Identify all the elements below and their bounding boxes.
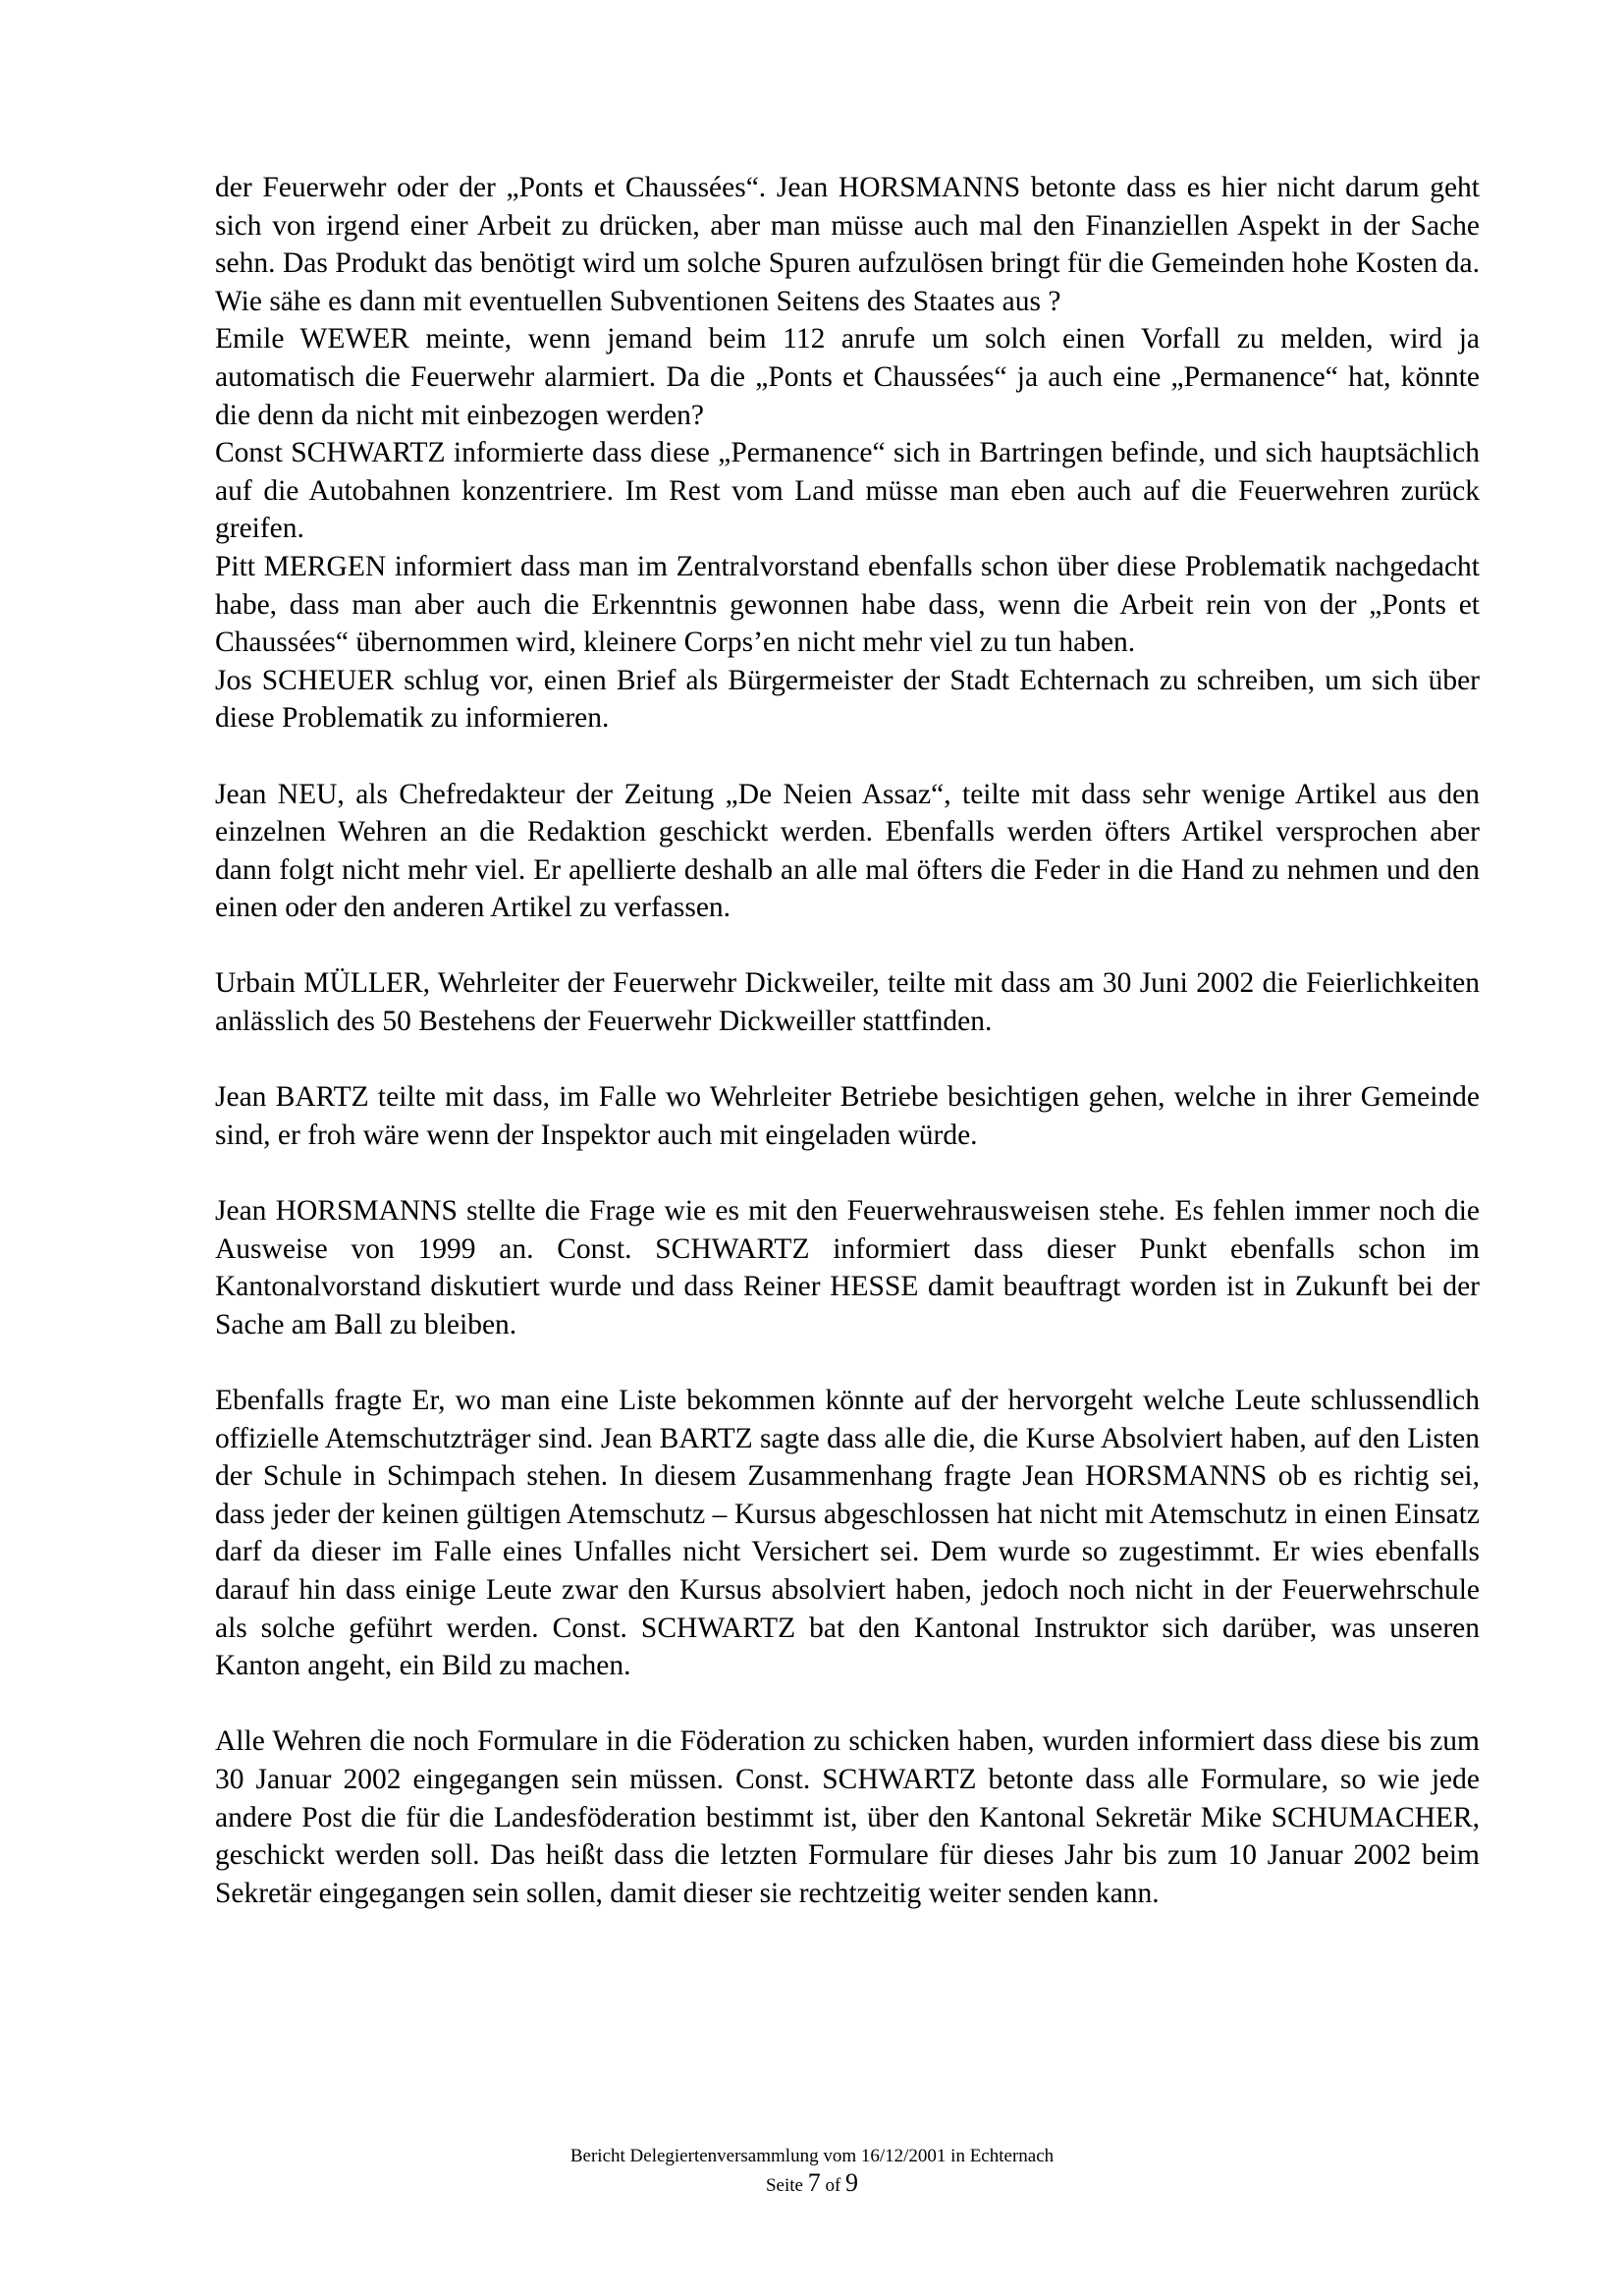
paragraph-schwartz-permanence: Const SCHWARTZ informierte dass diese „Permanence“ sich in Bartringen befinde, und sich hauptsächlich auf die Autobahnen konzentriere. Im Rest vom Land müsse man eben auch auf die Feuerwehren zurück greifen. — [215, 437, 1480, 545]
footer-page-of: of — [825, 2175, 841, 2196]
paragraph-horsmanns-costs: der Feuerwehr oder der „Ponts et Chaussées“. Jean HORSMANNS betonte dass es hier nicht darum geht sich von irgend einer Arbeit zu drücken, aber man müsse auch mal den Finanziellen Aspekt in der Sache sehn. Das Produkt das benötigt wird um solche Spuren aufzulösen bringt für die Gemeinden hohe Kosten da. Wie sähe es dann mit eventuellen Subventionen Seitens des Staates aus ? — [215, 172, 1480, 317]
paragraph-mueller: Urbain MÜLLER, Wehrleiter der Feuerwehr Dickweiler, teilte mit dass am 30 Juni 2002 die Feierlichkeiten anlässlich des 50 Bestehens der Feuerwehr Dickweiller stattfinden. — [215, 967, 1480, 1038]
paragraph-formulare: Alle Wehren die noch Formulare in die Föderation zu schicken haben, wurden informiert dass diese bis zum 30 Januar 2002 eingegangen sein müssen. Const. SCHWARTZ betonte dass alle Formulare, so wie jede andere Post die für die Landesföderation bestimmt ist, über den Kantonal Sekretär Mike SCHUMACHER, geschickt werden soll. Das heißt dass die letzten Formulare für dieses Jahr bis zum 10 Januar 2002 beim Sekretär eingegangen sein sollen, damit dieser sie rechtzeitig weiter senden kann. — [215, 1725, 1480, 1909]
footer-page-current: 7 — [807, 2168, 821, 2197]
footer-page-total: 9 — [845, 2168, 859, 2197]
paragraph-horsmanns-ausweise: Jean HORSMANNS stellte die Frage wie es mit den Feuerwehrausweisen stehe. Es fehlen immer noch die Ausweise von 1999 an. Const. SCHWARTZ informiert dass dieser Punkt ebenfalls schon im Kantonalvorstand diskutiert wurde und dass Reiner HESSE damit beauftragt worden ist in Zukunft bei der Sache am Ball zu bleiben. — [215, 1195, 1480, 1340]
paragraph-bartz: Jean BARTZ teilte mit dass, im Falle wo Wehrleiter Betriebe besichtigen gehen, welche in ihrer Gemeinde sind, er froh wäre wenn der Inspektor auch mit eingeladen würde. — [215, 1081, 1480, 1151]
paragraph-atemschutz: Ebenfalls fragte Er, wo man eine Liste bekommen könnte auf der hervorgeht welche Leute schlussendlich offizielle Atemschutzträger sind. Jean BARTZ sagte dass alle die, die Kurse Absolviert haben, auf den Listen der Schule in Schimpach stehen. In diesem Zusammenhang fragte Jean HORSMANNS ob es richtig sei, dass jeder der keinen gültigen Atemschutz – Kursus abgeschlossen hat nicht mit Atemschutz in einen Einsatz darf da dieser im Falle eines Unfalles nicht Versichert sei. Dem wurde so zugestimmt. Er wies ebenfalls darauf hin dass einige Leute zwar den Kursus absolviert haben, jedoch noch nicht in der Feuerwehrschule als solche geführt werden. Const. SCHWARTZ bat den Kantonal Instruktor sich darüber, was unseren Kanton angeht, ein Bild zu machen. — [215, 1385, 1480, 1682]
paragraph-wewer: Emile WEWER meinte, wenn jemand beim 112 anrufe um solch einen Vorfall zu melden, wird ja automatisch die Feuerwehr alarmiert. Da die „Ponts et Chaussées“ ja auch eine „Permanence“ hat, könnte die denn da nicht mit einbezogen werden? — [215, 323, 1480, 431]
paragraph-mergen: Pitt MERGEN informiert dass man im Zentralvorstand ebenfalls schon über diese Problematik nachgedacht habe, dass man aber auch die Erkenntnis gewonnen habe dass, wenn die Arbeit rein von der „Ponts et Chaussées“ übernommen wird, kleinere Corps’en nicht mehr viel zu tun haben. — [215, 550, 1480, 659]
footer-page-prefix: Seite — [765, 2175, 803, 2196]
footer-page-number — [0, 2169, 1624, 2199]
page-footer — [0, 2143, 1624, 2199]
paragraph-scheuer: Jos SCHEUER schlug vor, einen Brief als Bürgermeister der Stadt Echternach zu schreiben, um sich über diese Problematik zu informieren. — [215, 664, 1480, 735]
footer-report-title: Bericht Delegiertenversammlung vom 16/12/2001 in Echternach — [569, 2146, 1055, 2166]
paragraph-neu: Jean NEU, als Chefredakteur der Zeitung „De Neien Assaz“, teilte mit dass sehr wenige Artikel aus den einzelnen Wehren an die Redaktion geschickt werden. Ebenfalls werden öfters Artikel versprochen aber dann folgt nicht mehr viel. Er apellierte deshalb an alle mal öfters die Feder in die Hand zu nehmen und den einen oder den anderen Artikel zu verfassen. — [215, 778, 1480, 924]
document-body — [215, 169, 1480, 1912]
